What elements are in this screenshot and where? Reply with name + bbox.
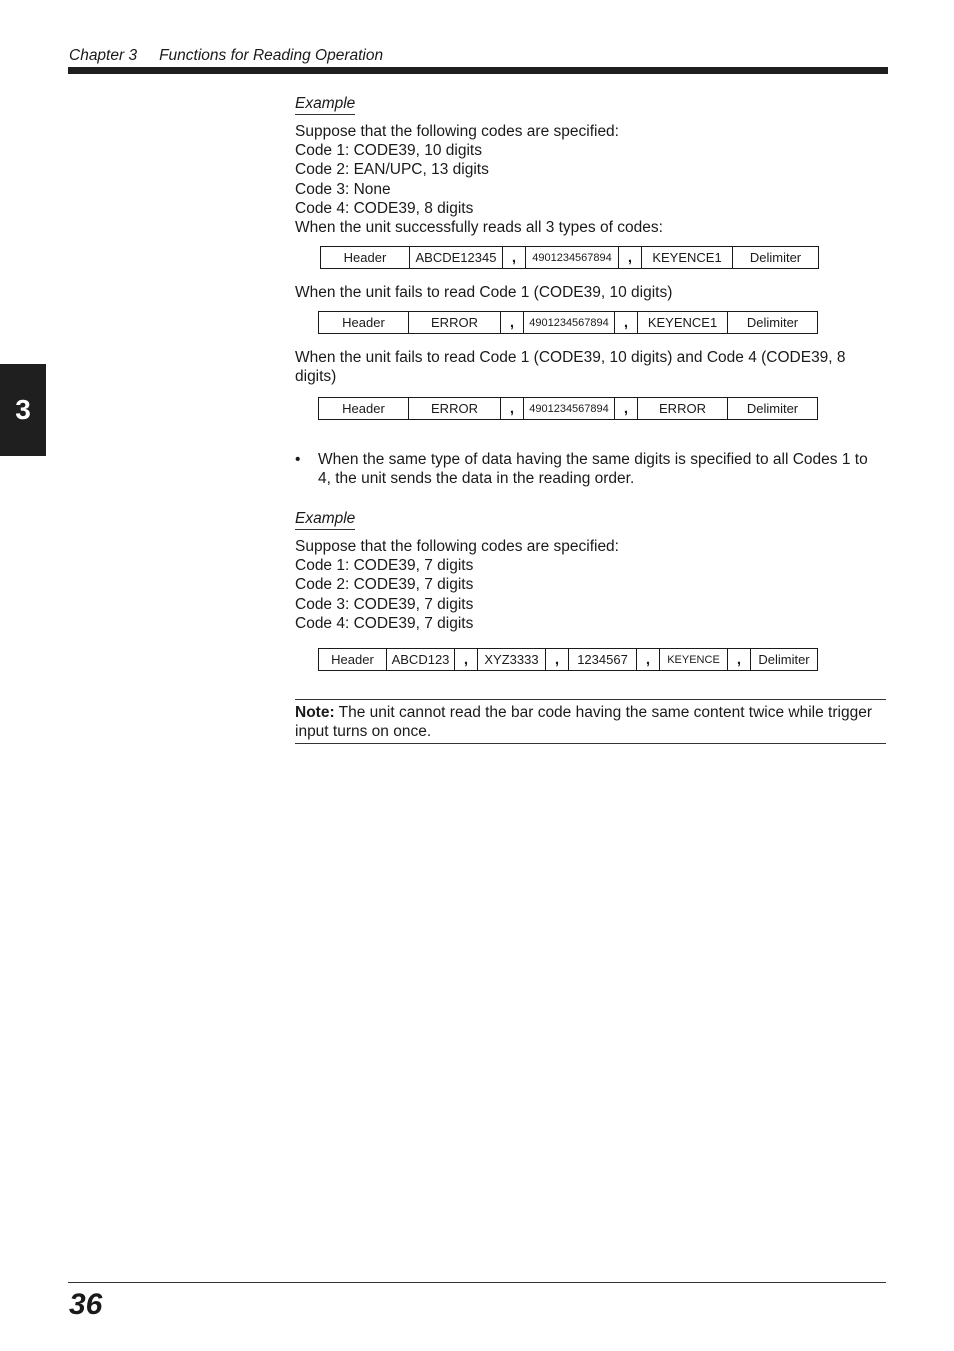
cell-code4: ERROR [638, 398, 728, 420]
cell-code1: ERROR [409, 398, 501, 420]
note-text: The unit cannot read the bar code having the same content twice while trigger input turns on once. [295, 704, 872, 740]
chapter-label: Chapter 3 [69, 47, 138, 64]
text-line: Code 4: CODE39, 8 digits [295, 200, 474, 217]
cell-code3: 1234567 [569, 649, 637, 671]
running-header [69, 47, 383, 65]
text-line: Code 3: CODE39, 7 digits [295, 596, 474, 613]
text-line: Code 2: EAN/UPC, 13 digits [295, 161, 489, 178]
text-line: When the unit fails to read Code 1 (CODE39, 10 digits) and Code 4 (CODE39, 8 [295, 349, 846, 366]
cell-code1: ERROR [409, 312, 501, 334]
cell-header: Header [319, 312, 409, 334]
cell-separator: , [503, 247, 526, 269]
text-line: Code 2: CODE39, 7 digits [295, 576, 474, 593]
cell-delimiter: Delimiter [751, 649, 818, 671]
cell-header: Header [319, 649, 387, 671]
cell-code1: ABCDE12345 [410, 247, 503, 269]
cell-code2: 4901234567894 [526, 247, 619, 269]
text-line: Code 3: None [295, 181, 391, 198]
cell-code4: KEYENCE1 [638, 312, 728, 334]
cell-code1: ABCD123 [387, 649, 455, 671]
note-box [295, 699, 886, 744]
footer-rule [68, 1282, 886, 1283]
text-line: Suppose that the following codes are specified: [295, 123, 619, 140]
text-line: Code 1: CODE39, 7 digits [295, 557, 474, 574]
output-format-table-3 [318, 397, 818, 420]
cell-delimiter: Delimiter [733, 247, 819, 269]
cell-code2: 4901234567894 [524, 312, 615, 334]
example-heading-2: Example [295, 509, 355, 530]
note-label: Note: [295, 704, 335, 721]
text-line: Code 1: CODE39, 10 digits [295, 142, 482, 159]
output-format-table-1 [320, 246, 819, 269]
text-line: Suppose that the following codes are specified: [295, 538, 619, 555]
cell-separator: , [615, 312, 638, 334]
cell-code2: 4901234567894 [524, 398, 615, 420]
example-heading-1: Example [295, 94, 355, 115]
cell-delimiter: Delimiter [728, 398, 818, 420]
cell-code4: KEYENCE [660, 649, 728, 671]
cell-separator: , [615, 398, 638, 420]
bullet-icon: • [295, 451, 301, 468]
cell-separator: , [546, 649, 569, 671]
cell-delimiter: Delimiter [728, 312, 818, 334]
chapter-title: Functions for Reading Operation [159, 47, 384, 64]
text-line: When the unit fails to read Code 1 (CODE39, 10 digits) [295, 284, 673, 301]
cell-separator: , [455, 649, 478, 671]
cell-separator: , [728, 649, 751, 671]
cell-separator: , [501, 398, 524, 420]
cell-separator: , [501, 312, 524, 334]
header-rule [68, 67, 888, 74]
text-line: digits) [295, 368, 337, 385]
output-format-table-2 [318, 311, 818, 334]
bullet-item [295, 450, 875, 488]
bullet-text: When the same type of data having the same digits is specified to all Codes 1 to 4, the unit sends the data in the reading order. [318, 451, 868, 487]
cell-header: Header [321, 247, 410, 269]
cell-code2: XYZ3333 [478, 649, 546, 671]
chapter-tab: 3 [0, 364, 46, 456]
text-line: Code 4: CODE39, 7 digits [295, 615, 474, 632]
cell-code4: KEYENCE1 [642, 247, 733, 269]
cell-header: Header [319, 398, 409, 420]
text-line: When the unit successfully reads all 3 types of codes: [295, 219, 663, 236]
page-number: 36 [69, 1288, 103, 1321]
cell-separator: , [619, 247, 642, 269]
output-format-table-4 [318, 648, 818, 671]
cell-separator: , [637, 649, 660, 671]
